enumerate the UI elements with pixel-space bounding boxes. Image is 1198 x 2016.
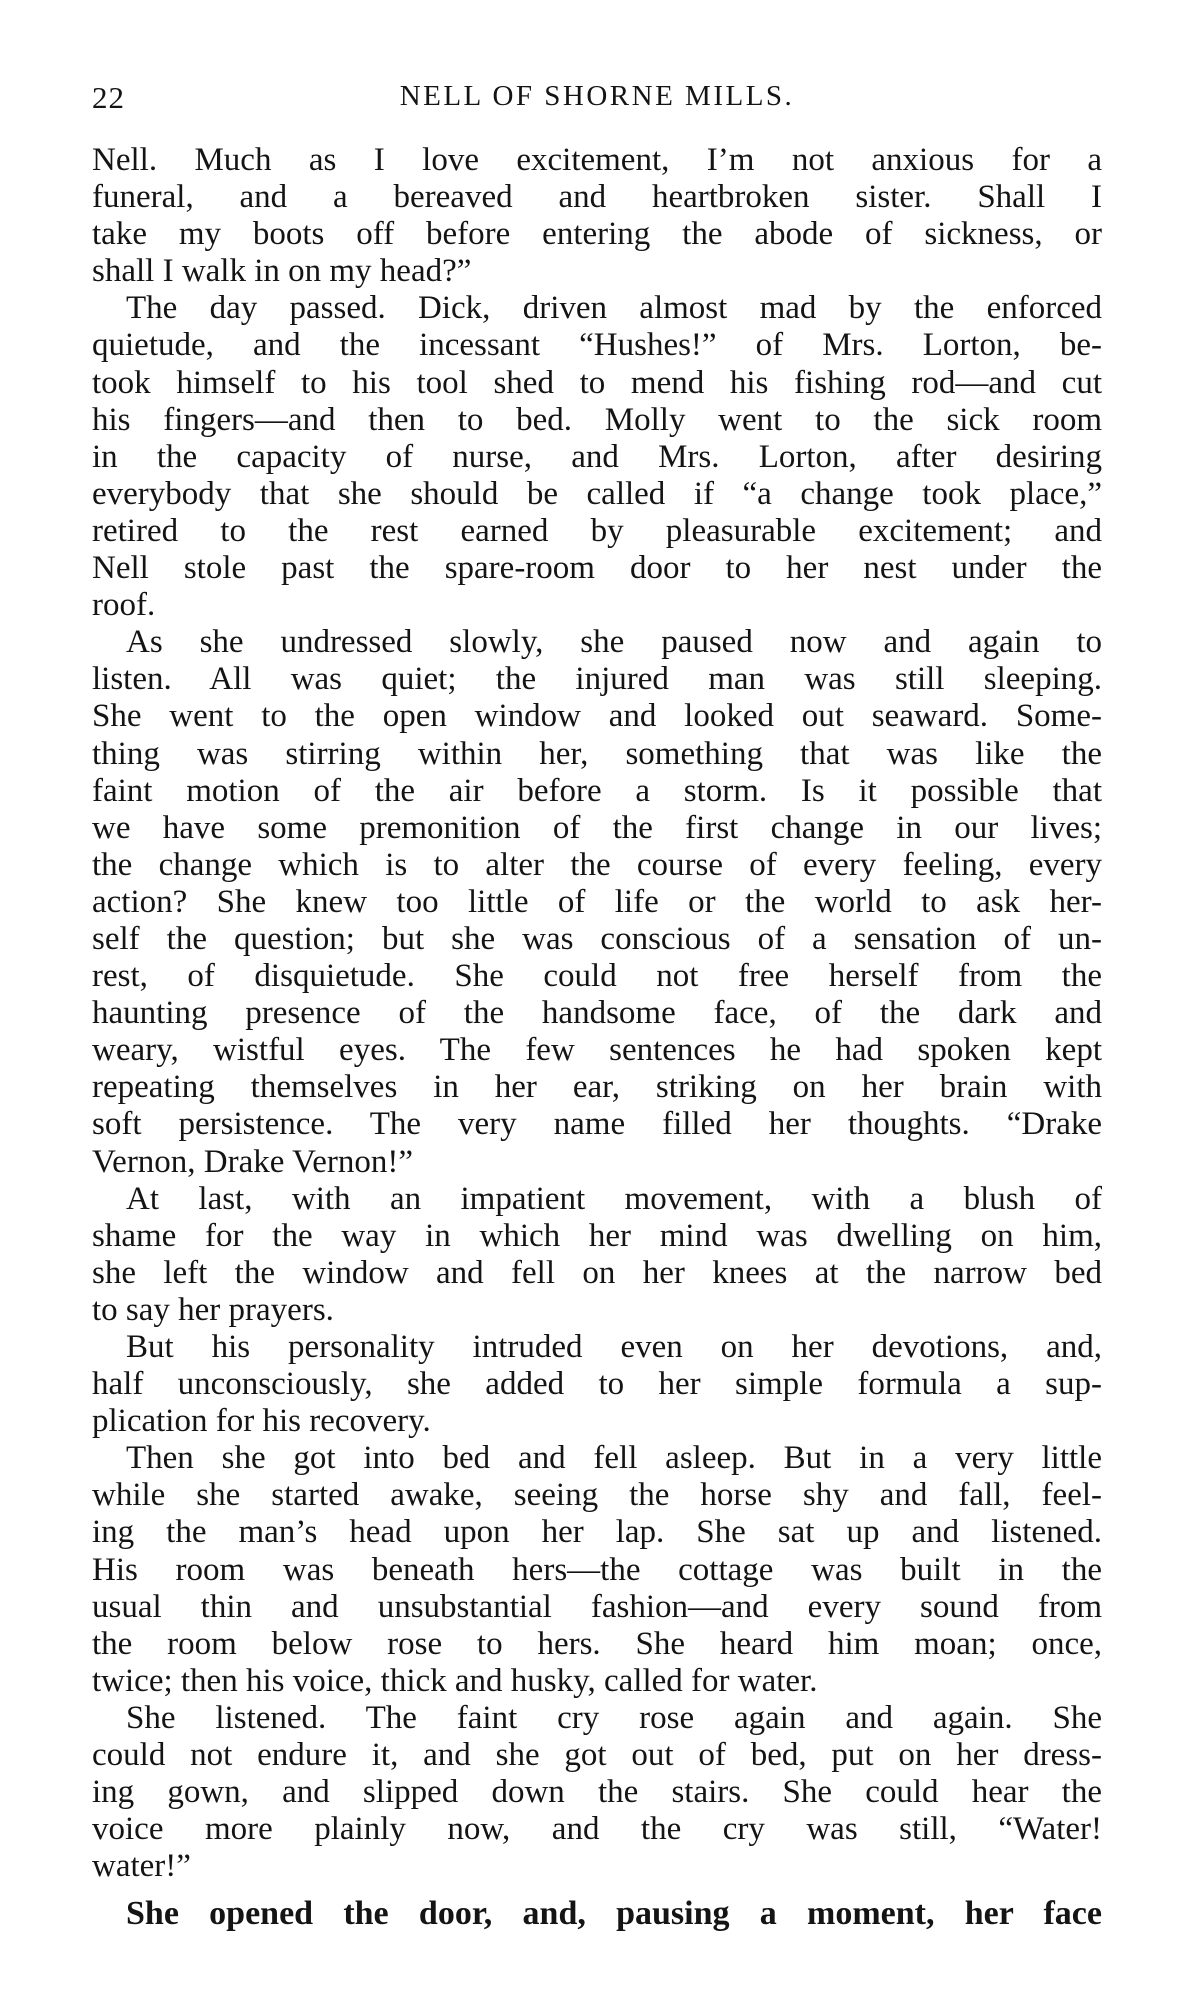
text-line: she left the window and fell on her knees at the narrow bed: [92, 1254, 1102, 1291]
text-line: retired to the rest earned by pleasurable excitement; and: [92, 512, 1102, 549]
text-line: his fingers—and then to bed. Molly went to the sick room: [92, 401, 1102, 438]
text-line: Vernon, Drake Vernon!”: [92, 1143, 414, 1180]
text-line: funeral, and a bereaved and heartbroken sister. Shall I: [92, 179, 1102, 216]
text-line: quietude, and the incessant “Hushes!” of Mrs. Lorton, be-: [92, 327, 1102, 364]
text-line: the change which is to alter the course of every feeling, every: [92, 846, 1102, 883]
text-line: She went to the open window and looked out seaward. Some-: [92, 698, 1102, 735]
text-line: shall I walk in on my head?”: [92, 253, 472, 290]
text-line: rest, of disquietude. She could not free herself from the: [92, 958, 1102, 995]
text-line: could not endure it, and she got out of bed, put on her dress-: [92, 1737, 1102, 1774]
text-line: ing gown, and slipped down the stairs. She could hear the: [92, 1774, 1102, 1811]
text-line: took himself to his tool shed to mend his fishing rod—and cut: [92, 364, 1102, 401]
text-line: faint motion of the air before a storm. Is it possible that: [92, 772, 1102, 809]
text-line: twice; then his voice, thick and husky, called for water.: [92, 1662, 818, 1699]
text-line: His room was beneath hers—the cottage was built in the: [92, 1551, 1102, 1588]
text-line: Nell stole past the spare-room door to her nest under the: [92, 550, 1102, 587]
text-line: ing the man’s head upon her lap. She sat up and listened.: [92, 1514, 1102, 1551]
text-line: action? She knew too little of life or the world to ask her-: [92, 883, 1102, 920]
text-line: in the capacity of nurse, and Mrs. Lorton, after desiring: [92, 438, 1102, 475]
text-line: As she undressed slowly, she paused now and again to: [126, 624, 1102, 661]
text-line: At last, with an impatient movement, with a blush of: [126, 1180, 1102, 1217]
text-line: to say her prayers.: [92, 1291, 334, 1328]
text-line: weary, wistful eyes. The few sentences he had spoken kept: [92, 1032, 1102, 1069]
text-line: She opened the door, and, pausing a moment, her face: [126, 1895, 1102, 1933]
text-line: repeating themselves in her ear, striking on her brain with: [92, 1069, 1102, 1106]
text-line: the room below rose to hers. She heard him moan; once,: [92, 1625, 1102, 1662]
body-text: [92, 142, 1102, 1933]
text-line: But his personality intruded even on her devotions, and,: [126, 1329, 1102, 1365]
text-line: shame for the way in which her mind was dwelling on him,: [92, 1217, 1102, 1254]
text-line: haunting presence of the handsome face, of the dark and: [92, 995, 1102, 1032]
text-line: She listened. The faint cry rose again and again. She: [126, 1699, 1102, 1736]
text-line: water!”: [92, 1848, 191, 1885]
text-line: voice more plainly now, and the cry was still, “Water!: [92, 1811, 1102, 1848]
text-line: half unconsciously, she added to her simple formula a sup-: [92, 1366, 1102, 1403]
text-line: The day passed. Dick, driven almost mad by the enforced: [126, 290, 1102, 327]
text-line: roof.: [92, 587, 156, 624]
page-header: [92, 80, 1102, 120]
text-line: we have some premonition of the first change in our lives;: [92, 809, 1102, 846]
text-line: usual thin and unsubstantial fashion—and every sound from: [92, 1588, 1102, 1625]
running-title: NELL OF SHORNE MILLS.: [399, 80, 795, 112]
text-line: Nell. Much as I love excitement, I’m not anxious for a: [92, 142, 1102, 178]
text-line: listen. All was quiet; the injured man was still sleeping.: [92, 661, 1102, 698]
text-line: soft persistence. The very name filled her thoughts. “Drake: [92, 1106, 1102, 1143]
text-line: everybody that she should be called if “a change took place,”: [92, 475, 1102, 512]
text-line: while she started awake, seeing the horse shy and fall, feel-: [92, 1477, 1102, 1514]
text-line: take my boots off before entering the abode of sickness, or: [92, 216, 1102, 253]
text-line: self the question; but she was conscious of a sensation of un-: [92, 920, 1102, 957]
text-line: thing was stirring within her, something that was like the: [92, 735, 1102, 772]
text-line: plication for his recovery.: [92, 1403, 431, 1440]
page-number: 22: [92, 80, 125, 115]
text-line: Then she got into bed and fell asleep. But in a very little: [126, 1440, 1102, 1477]
